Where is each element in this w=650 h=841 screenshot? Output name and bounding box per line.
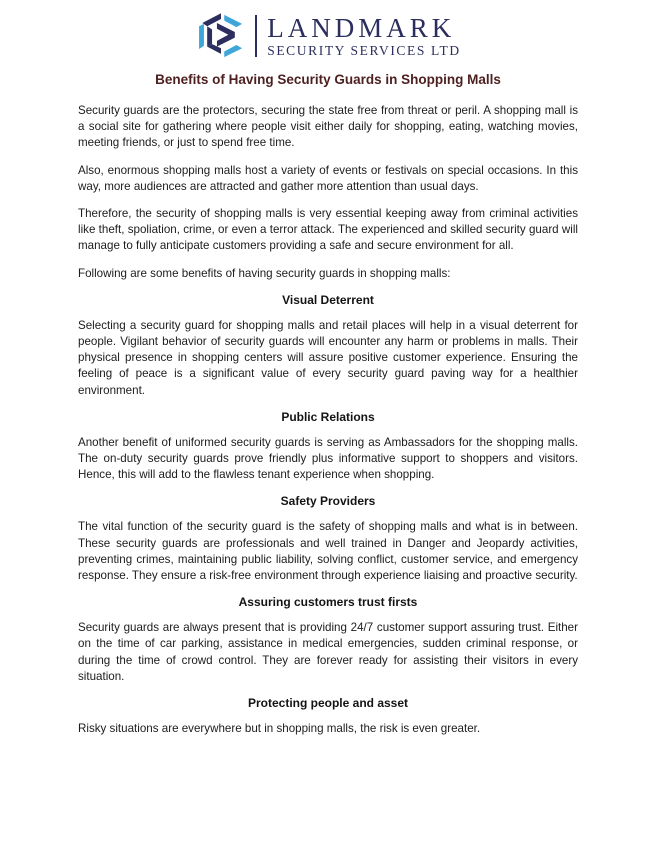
section-body-safety-providers: The vital function of the security guard is the safety of shopping malls and what is in between. These security guards are professionals and well trained in Danger and Jeopardy activities, preventing crimes, maintaining public liability, solving conflict, customer service, and emergency response. They ensure a risk-free environment through experience liaising and proactive security. [78,520,578,583]
cube-logo-icon [195,10,247,62]
section-body-assuring-customers-trust: Security guards are always present that is providing 24/7 customer support assuring trust. Either on the time of car parking, assistance in medical emergencies, sudden criminal response, or during the time of crowd control. They are forever ready for assisting their visitors in every situation. [78,621,578,683]
intro-paragraph-2: Also, enormous shopping malls host a variety of events or festivals on special occasions. In this way, more audiences are attracted and gather more attention than usual days. [78,163,578,193]
logo-divider [255,15,257,57]
intro-paragraph-3: Therefore, the security of shopping malls is very essential keeping away from criminal activities like theft, spoliation, crime, or even a terror attack. The experienced and skilled security guard will manage to fully anticipate customers providing a safe and secure environment for all. [78,207,578,253]
logo-wordmark [267,12,461,58]
section-heading-assuring-customers-trust: Assuring customers trust firsts [238,595,418,610]
section-heading-protecting-people-asset: Protecting people and asset [247,696,409,711]
brand-name: LANDMARK [267,12,456,43]
section-heading-safety-providers: Safety Providers [280,494,376,509]
intro-paragraph-1: Security guards are the protectors, securing the state free from threat or peril. A shopping mall is a social site for gathering where people visit either daily for shopping, eating, watching movies, meeting friends, or just to spend free time. [78,104,578,150]
intro-paragraph-4: Following are some benefits of having security guards in shopping malls: [78,266,451,280]
section-heading-visual-deterrent: Visual Deterrent [282,292,374,307]
section-body-visual-deterrent: Selecting a security guard for shopping malls and retail places will help in a visual deterrent for people. Vigilant behavior of security guards will encounter any harm or problems in malls. Their physical presence in shopping centers will assure positive customer experience. Ensuring the feeling of peace is a significant value of every security guard paving way for a healthier environment. [78,318,578,397]
section-body-public-relations: Another benefit of uniformed security guards is serving as Ambassadors for the shopping malls. The on-duty security guards prove friendly plus informative support to shoppers and visitors. Hence, this will add to the flawless tenant experience when shopping. [78,435,578,482]
document-title: Benefits of Having Security Guards in Shopping Malls [155,72,501,87]
company-logo [78,10,578,62]
brand-subtitle: SECURITY SERVICES LTD [267,42,461,58]
section-body-protecting-people-asset: Risky situations are everywhere but in shopping malls, the risk is even greater. [78,722,481,736]
section-heading-public-relations: Public Relations [281,409,375,424]
